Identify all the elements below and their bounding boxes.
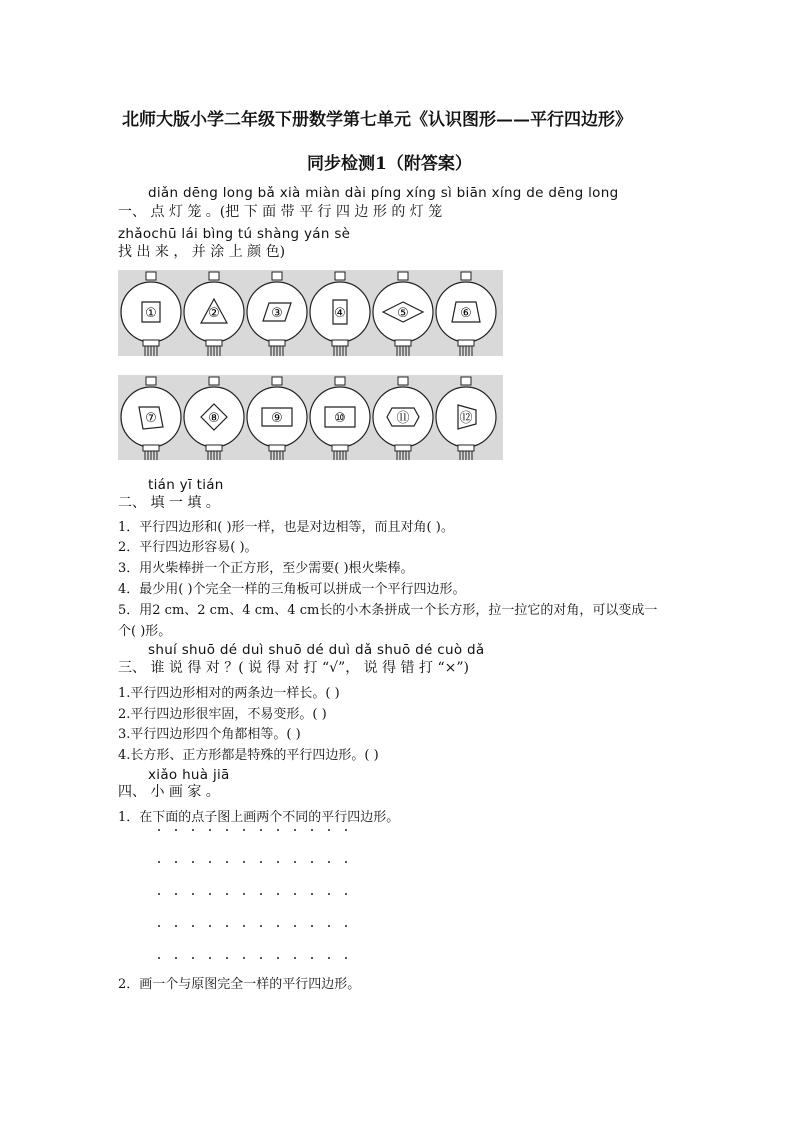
lantern-label: ⑨: [271, 411, 283, 426]
grid-dot: [192, 861, 194, 863]
grid-dot: [294, 893, 296, 895]
section2-item-5: 5．用2 cm、2 cm、4 cm、4 cm长的小木条拼成一个长方形，拉一拉它的对角，可以变成一: [118, 603, 658, 618]
grid-dot: [226, 861, 228, 863]
section3-item-1: 1.平行四边形相对的两条边一样长。( ): [118, 686, 340, 701]
grid-dot: [226, 925, 228, 927]
section3-item-4: 4.长方形、正方形都是特殊的平行四边形。( ): [118, 748, 379, 763]
lantern-label: ⑫: [459, 411, 473, 426]
grid-dot: [192, 893, 194, 895]
section2-item-4: 4．最少用( )个完全一样的三角板可以拼成一个平行四边形。: [118, 582, 466, 597]
grid-dot: [209, 829, 211, 831]
lantern-figure: [118, 270, 503, 460]
lantern-label: ⑦: [145, 411, 157, 426]
grid-dot: [277, 829, 279, 831]
section2-item-1: 1．平行四边形和( )形一样，也是对边相等，而且对角( )。: [118, 520, 454, 535]
grid-dot: [158, 957, 160, 959]
grid-dot: [260, 861, 262, 863]
section4-heading: 四、 小 画 家 。: [118, 784, 220, 800]
grid-dot: [277, 861, 279, 863]
section2-item-3: 3．用火柴棒拼一个正方形，至少需要( )根火柴棒。: [118, 561, 414, 576]
grid-dot: [294, 861, 296, 863]
grid-dot: [345, 829, 347, 831]
dot-grid[interactable]: [158, 829, 358, 969]
grid-dot: [345, 861, 347, 863]
grid-dot: [175, 893, 177, 895]
grid-dot: [175, 861, 177, 863]
grid-dot: [260, 957, 262, 959]
grid-dot: [158, 829, 160, 831]
lantern-label: ④: [334, 306, 346, 321]
grid-dot: [209, 893, 211, 895]
section4-pinyin: xiǎo huà jiā: [148, 767, 230, 783]
grid-dot: [294, 829, 296, 831]
lantern-label: ③: [271, 306, 283, 321]
section2-pinyin: tián yī tián: [148, 477, 224, 493]
title-line-1: 北师大版小学二年级下册数学第七单元《认识图形——平行四边形》: [122, 110, 632, 130]
section2-item-2: 2．平行四边形容易( )。: [118, 540, 258, 555]
grid-dot: [328, 925, 330, 927]
section1-heading-1: 一、 点 灯 笼 。(把 下 面 带 平 行 四 边 形 的 灯 笼: [118, 204, 443, 220]
section1-pinyin-2: zhǎochū lái bìng tú shàng yán sè: [118, 226, 351, 242]
grid-dot: [209, 957, 211, 959]
grid-dot: [226, 957, 228, 959]
grid-dot: [311, 829, 313, 831]
grid-dot: [345, 957, 347, 959]
grid-dot: [209, 861, 211, 863]
grid-dot: [192, 829, 194, 831]
grid-dot: [294, 957, 296, 959]
grid-dot: [260, 829, 262, 831]
grid-dot: [260, 893, 262, 895]
section4-item-1: 1．在下面的点子图上画两个不同的平行四边形。: [118, 810, 400, 825]
grid-dot: [175, 925, 177, 927]
grid-dot: [311, 925, 313, 927]
grid-dot: [328, 957, 330, 959]
grid-dot: [175, 957, 177, 959]
section3-pinyin: shuí shuō dé duì shuō dé duì dǎ shuō dé cuò dǎ: [148, 642, 485, 658]
grid-dot: [158, 861, 160, 863]
section3-heading: 三、 谁 说 得 对 ？( 说 得 对 打 “√”， 说 得 错 打 “×”): [118, 660, 469, 676]
grid-dot: [277, 893, 279, 895]
section1-pinyin-1: diǎn dēng long bǎ xià miàn dài píng xíng sì biān xíng de dēng long: [148, 185, 619, 201]
grid-dot: [243, 893, 245, 895]
grid-dot: [243, 861, 245, 863]
grid-dot: [243, 925, 245, 927]
section2-heading: 二、 填 一 填 。: [118, 495, 220, 511]
lantern-label: ⑩: [334, 411, 346, 426]
lantern-label: ②: [208, 306, 220, 321]
grid-dot: [192, 925, 194, 927]
grid-dot: [158, 925, 160, 927]
grid-dot: [243, 957, 245, 959]
lantern-label: ⑥: [460, 306, 472, 321]
lantern-label: ⑪: [396, 411, 410, 426]
grid-dot: [345, 893, 347, 895]
grid-dot: [260, 925, 262, 927]
grid-dot: [175, 829, 177, 831]
grid-dot: [277, 957, 279, 959]
section4-item-2: 2．画一个与原图完全一样的平行四边形。: [118, 977, 361, 992]
grid-dot: [311, 957, 313, 959]
section1-heading-2: 找 出 来 ， 并 涂 上 颜 色): [118, 244, 286, 260]
grid-dot: [328, 893, 330, 895]
lantern-label: ⑤: [397, 306, 409, 321]
grid-dot: [226, 893, 228, 895]
grid-dot: [209, 925, 211, 927]
section2-item-5-cont: 个( )形。: [118, 624, 172, 639]
title-line-2: 同步检测1（附答案）: [307, 154, 472, 174]
grid-dot: [192, 957, 194, 959]
grid-dot: [158, 893, 160, 895]
grid-dot: [294, 925, 296, 927]
grid-dot: [311, 893, 313, 895]
grid-dot: [328, 861, 330, 863]
section3-item-3: 3.平行四边形四个角都相等。( ): [118, 727, 301, 742]
grid-dot: [277, 925, 279, 927]
lantern-label: ⑧: [208, 411, 220, 426]
grid-dot: [311, 861, 313, 863]
grid-dot: [328, 829, 330, 831]
grid-dot: [243, 829, 245, 831]
lantern-label: ①: [145, 306, 157, 321]
section3-item-2: 2.平行四边形很牢固，不易变形。( ): [118, 707, 327, 722]
grid-dot: [345, 925, 347, 927]
grid-dot: [226, 829, 228, 831]
